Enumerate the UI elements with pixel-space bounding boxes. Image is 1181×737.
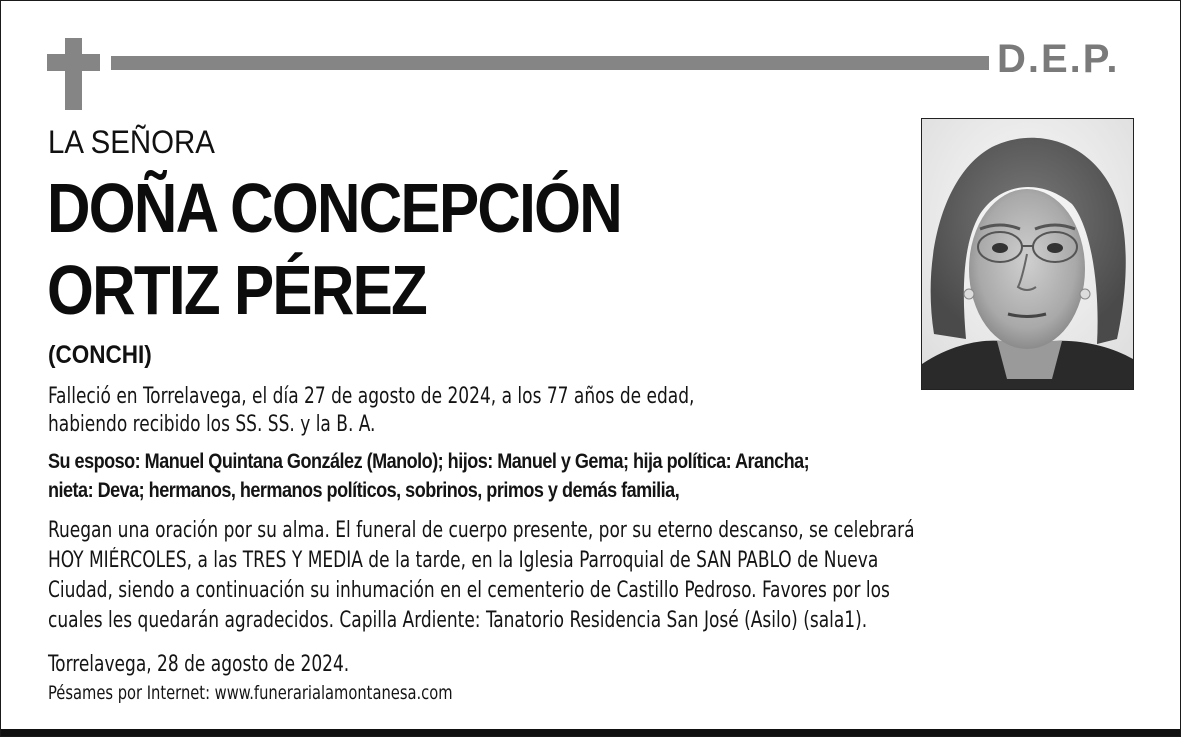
condolences-website: Pésames por Internet: www.funerarialamontanesa.com — [48, 682, 453, 704]
deceased-nickname: (CONCHI) — [48, 341, 152, 369]
death-notice-line-2: habiendo recibido los SS. SS. y la B. A. — [48, 412, 376, 437]
header-rule — [111, 56, 989, 70]
deceased-name-line-1: DOÑA CONCEPCIÓN — [47, 169, 621, 247]
request-line-2: HOY MIÉRCOLES, a las TRES Y MEDIA de la tarde, en la Iglesia Parroquial de SAN PABLO de Nueva — [48, 548, 879, 573]
family-line-2: nieta: Deva; hermanos, hermanos políticos, sobrinos, primos y demás familia, — [48, 479, 680, 502]
bottom-rule — [1, 729, 1180, 736]
honorific: LA SEÑORA — [48, 124, 215, 160]
place-date: Torrelavega, 28 de agosto de 2024. — [48, 652, 350, 677]
portrait-photo — [921, 118, 1134, 390]
cross-icon — [47, 38, 100, 110]
cross-horizontal-bar — [47, 54, 100, 71]
request-line-4: cuales les quedarán agradecidos. Capilla Ardiente: Tanatorio Residencia San José (Asilo) (sala1). — [48, 608, 868, 633]
request-line-1: Ruegan una oración por su alma. El funeral de cuerpo presente, por su eterno descanso, se celebrará — [48, 518, 915, 543]
family-line-1: Su esposo: Manuel Quintana González (Manolo); hijos: Manuel y Gema; hija política: Arancha; — [48, 450, 810, 473]
death-notice-line-1: Falleció en Torrelavega, el día 27 de agosto de 2024, a los 77 años de edad, — [48, 384, 695, 409]
deceased-name-line-2: ORTIZ PÉREZ — [47, 251, 427, 329]
dep-label: D.E.P. — [997, 37, 1120, 81]
cross-vertical-bar — [65, 38, 82, 110]
request-line-3: Ciudad, siendo a continuación su inhumación en el cementerio de Castillo Pedroso. Favores por los — [48, 578, 890, 603]
portrait-image — [922, 119, 1133, 389]
